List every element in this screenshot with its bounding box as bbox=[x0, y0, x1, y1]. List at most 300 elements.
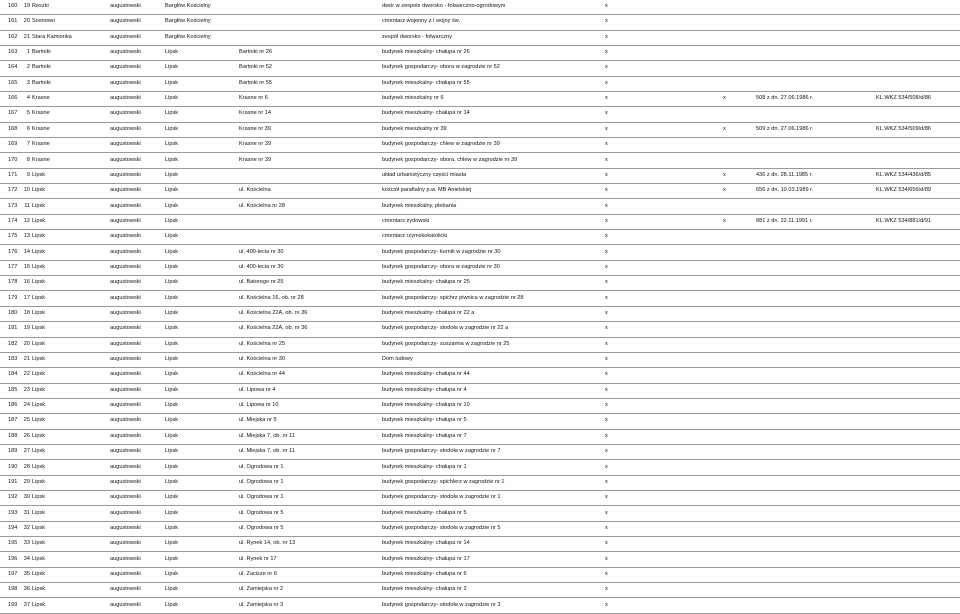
table-row bbox=[0, 215, 960, 230]
county: augustowski bbox=[110, 402, 141, 409]
object-description: budynek mieszkalny- chałupa nr 55 bbox=[382, 79, 470, 86]
register-entry: 881 z dn. 22.11.1991 r. bbox=[756, 217, 813, 224]
register-entry: 436 z dn. 28.11.1985 r. bbox=[756, 171, 813, 178]
table-row bbox=[0, 522, 960, 537]
commune: Lipsk bbox=[165, 463, 179, 470]
record-mark: x bbox=[605, 95, 608, 102]
address: ul. Zamiejska nr 3 bbox=[239, 601, 284, 608]
record-mark: x bbox=[605, 540, 608, 547]
county: augustowski bbox=[110, 171, 141, 178]
row-number: 170 bbox=[8, 156, 18, 163]
commune: Lipsk bbox=[165, 248, 179, 255]
object-description: budynek mieszkalny- chałupa nr 22 a bbox=[382, 310, 475, 316]
commune: Lipsk bbox=[165, 125, 179, 132]
county: augustowski bbox=[110, 524, 141, 531]
register-entry: 656 z dn. 10.03.1989 r. bbox=[756, 187, 814, 194]
record-mark: x bbox=[605, 248, 608, 255]
table-row bbox=[0, 461, 960, 476]
address: Krasne nr 14 bbox=[239, 110, 272, 117]
address: ul. Zamiejska nr 2 bbox=[239, 586, 284, 593]
county: augustowski bbox=[110, 202, 141, 209]
county: augustowski bbox=[110, 79, 141, 86]
county: augustowski bbox=[110, 540, 141, 547]
object-description: budynek mieszkalny- chałupa nr 5 bbox=[382, 509, 467, 516]
register-mark: x bbox=[723, 217, 726, 224]
county: augustowski bbox=[110, 601, 141, 608]
locality: Lipsk bbox=[32, 524, 46, 531]
row-number: 162 bbox=[8, 33, 18, 40]
county: augustowski bbox=[110, 279, 141, 286]
table-row bbox=[0, 92, 960, 107]
address: ul. Ogrodowa nr 1 bbox=[239, 478, 284, 485]
commune: Bargłów Kościelny bbox=[165, 3, 211, 9]
locality: Lipsk bbox=[32, 432, 46, 439]
municipality-number: 2 bbox=[26, 64, 30, 71]
municipality-number: 26 bbox=[23, 432, 30, 439]
municipality-number: 35 bbox=[23, 570, 30, 577]
municipality-number: 4 bbox=[26, 95, 30, 102]
municipality-number: 30 bbox=[23, 494, 30, 501]
table-row bbox=[0, 276, 960, 291]
table-row bbox=[0, 169, 960, 184]
address: ul. Kościelna nr 30 bbox=[239, 356, 286, 363]
locality: Krasne bbox=[32, 141, 50, 148]
record-mark: x bbox=[605, 125, 608, 132]
register-mark: x bbox=[723, 187, 726, 194]
table-row bbox=[0, 599, 960, 614]
address: ul. Kościelna bbox=[239, 187, 271, 194]
object-description: budynek mieszkalny- chałupa nr 25 bbox=[382, 279, 470, 286]
table-row bbox=[0, 0, 960, 15]
commune: Lipsk bbox=[165, 49, 179, 56]
register-mark: x bbox=[723, 125, 726, 132]
record-mark: x bbox=[605, 156, 608, 163]
object-description: budynek gospodarczy- obora w zagrodzie nr 52 bbox=[382, 64, 500, 71]
commune: Lipsk bbox=[165, 217, 179, 224]
municipality-number: 14 bbox=[23, 248, 30, 255]
address: ul. Rynek 14, ob. nr 13 bbox=[239, 540, 296, 547]
locality: Lipsk bbox=[32, 263, 46, 270]
table-row bbox=[0, 476, 960, 491]
commune: Lipsk bbox=[165, 110, 179, 117]
table-row bbox=[0, 200, 960, 215]
record-mark: x bbox=[605, 202, 608, 209]
commune: Lipsk bbox=[165, 263, 179, 270]
row-number: 160 bbox=[8, 3, 18, 9]
row-number: 193 bbox=[8, 509, 18, 516]
address: ul. Miejska nr 5 bbox=[239, 417, 277, 424]
commune: Lipsk bbox=[165, 279, 179, 286]
locality: Bartniki bbox=[32, 49, 51, 56]
commune: Lipsk bbox=[165, 64, 179, 71]
row-number: 199 bbox=[8, 601, 18, 608]
object-description: budynek gospodarczy- spichrz piwnica w zagrodzie nr 28 bbox=[382, 294, 524, 301]
table-row bbox=[0, 537, 960, 552]
commune: Lipsk bbox=[165, 540, 179, 547]
address: Krasne nr 6 bbox=[239, 95, 268, 102]
table-row bbox=[0, 184, 960, 199]
record-mark: x bbox=[605, 33, 608, 40]
municipality-number: 33 bbox=[23, 540, 30, 547]
file-reference: KL.WKZ 534/656/d/89 bbox=[876, 187, 932, 194]
address: Krasne nr 39 bbox=[239, 156, 272, 163]
county: augustowski bbox=[110, 570, 141, 577]
municipality-number: 16 bbox=[23, 279, 30, 286]
commune: Lipsk bbox=[165, 95, 179, 102]
row-number: 180 bbox=[8, 310, 18, 316]
row-number: 178 bbox=[8, 279, 18, 286]
row-number: 163 bbox=[8, 49, 18, 56]
commune: Lipsk bbox=[165, 141, 179, 148]
municipality-number: 17 bbox=[23, 294, 30, 301]
county: augustowski bbox=[110, 386, 141, 393]
row-number: 187 bbox=[8, 417, 18, 424]
record-mark: x bbox=[605, 171, 608, 178]
county: augustowski bbox=[110, 233, 141, 240]
object-description: kościół parafialny p.w. MB Anielskiej bbox=[382, 187, 472, 194]
object-description: budynek gospodarczy- suszarnia w zagrodzie nr 25 bbox=[382, 340, 510, 347]
row-number: 173 bbox=[8, 202, 18, 209]
locality: Lipsk bbox=[32, 325, 46, 332]
address: ul. Miejska 7, ob. nr 11 bbox=[239, 448, 295, 455]
commune: Lipsk bbox=[165, 325, 179, 332]
table-row bbox=[0, 553, 960, 568]
address: ul. Kościelna 22A, ob. nr 36 bbox=[239, 310, 308, 316]
commune: Bargłów Kościelny bbox=[165, 33, 211, 40]
table-row bbox=[0, 261, 960, 276]
row-number: 194 bbox=[8, 524, 18, 531]
record-mark: x bbox=[605, 79, 608, 86]
commune: Lipsk bbox=[165, 509, 179, 516]
row-number: 169 bbox=[8, 141, 18, 148]
record-mark: x bbox=[605, 417, 608, 424]
locality: Lipsk bbox=[32, 356, 46, 363]
municipality-number: 19 bbox=[23, 325, 30, 332]
address: Bartniki nr 55 bbox=[239, 79, 272, 86]
file-reference: KL.WKZ 534/881/d/91 bbox=[876, 217, 932, 224]
row-number: 197 bbox=[8, 570, 18, 577]
municipality-number: 15 bbox=[23, 263, 30, 270]
table-row bbox=[0, 77, 960, 92]
address: Krasne nr 39 bbox=[239, 141, 272, 148]
county: augustowski bbox=[110, 141, 141, 148]
table-row bbox=[0, 445, 960, 460]
register-mark: x bbox=[723, 171, 726, 178]
commune: Lipsk bbox=[165, 494, 179, 501]
county: augustowski bbox=[110, 217, 141, 224]
register-entry: 508 z dn. 27.06.1986 r. bbox=[756, 95, 814, 102]
object-description: Dom ludowy bbox=[382, 356, 413, 363]
address: ul. Ogrodowa nr 1 bbox=[239, 494, 284, 501]
commune: Lipsk bbox=[165, 478, 179, 485]
locality: Lipsk bbox=[32, 340, 46, 347]
commune: Lipsk bbox=[165, 432, 179, 439]
table-row bbox=[0, 399, 960, 414]
address: ul. Zacisze nr 6 bbox=[239, 570, 277, 577]
row-number: 190 bbox=[8, 463, 18, 470]
locality: Lipsk bbox=[32, 478, 46, 485]
object-description: budynek gospodarczy- stodoła w zagrodzie nr 1 bbox=[382, 494, 501, 501]
register-mark: x bbox=[723, 95, 726, 102]
table-row bbox=[0, 568, 960, 583]
table-row bbox=[0, 491, 960, 506]
municipality-number: 13 bbox=[23, 233, 30, 240]
municipality-number: 23 bbox=[23, 386, 30, 393]
object-description: budynek mieszkalny- chałupa nr 14 bbox=[382, 110, 470, 117]
record-mark: x bbox=[605, 601, 608, 608]
object-description: budynek mieszkalny- chałupa nr 6 bbox=[382, 570, 467, 577]
record-mark: x bbox=[605, 386, 608, 393]
commune: Lipsk bbox=[165, 202, 179, 209]
address: ul. Kościelna nr 28 bbox=[239, 202, 286, 209]
file-reference: KL.WKZ 534/509/d/86 bbox=[876, 125, 932, 132]
object-description: cmentarz rzymskokatolicki bbox=[382, 233, 448, 240]
table-row bbox=[0, 61, 960, 76]
row-number: 188 bbox=[8, 432, 18, 439]
locality: Lipsk bbox=[32, 386, 46, 393]
record-mark: x bbox=[605, 3, 608, 9]
record-mark: x bbox=[605, 294, 608, 301]
record-mark: x bbox=[605, 141, 608, 148]
table-row bbox=[0, 384, 960, 399]
row-number: 183 bbox=[8, 356, 18, 363]
locality: Bartniki bbox=[32, 64, 51, 71]
address: ul. Ogrodowa nr 5 bbox=[239, 509, 284, 516]
record-mark: x bbox=[605, 340, 608, 347]
locality: Lipsk bbox=[32, 570, 46, 577]
row-number: 166 bbox=[8, 95, 18, 102]
register-entry: 509 z dn. 27.06.1986 r. bbox=[756, 125, 814, 132]
table-row bbox=[0, 230, 960, 245]
row-number: 177 bbox=[8, 263, 18, 270]
county: augustowski bbox=[110, 187, 141, 194]
commune: Lipsk bbox=[165, 310, 179, 316]
record-mark: x bbox=[605, 310, 608, 316]
row-number: 167 bbox=[8, 110, 18, 117]
address: Bartniki nr 52 bbox=[239, 64, 272, 71]
row-number: 196 bbox=[8, 555, 18, 562]
commune: Lipsk bbox=[165, 402, 179, 409]
object-description: budynek mieszkalny- chałupa nr 14 bbox=[382, 540, 470, 547]
municipality-number: 31 bbox=[23, 509, 30, 516]
object-description: budynek mieszkalny- chałupa nr 2 bbox=[382, 586, 467, 593]
locality: Krasne bbox=[32, 156, 50, 163]
table-row bbox=[0, 507, 960, 522]
municipality-number: 34 bbox=[23, 555, 30, 562]
object-description: budynek gospodarczy- stodoła w zagrodzie nr 22 a bbox=[382, 325, 509, 332]
locality: Lipsk bbox=[32, 217, 46, 224]
locality: Lipsk bbox=[32, 601, 46, 608]
object-description: budynek mieszkalny- chałupa nr 5 bbox=[382, 417, 467, 424]
object-description: budynek gospodarczy- stodoła w zagrodzie nr 7 bbox=[382, 448, 501, 455]
municipality-number: 8 bbox=[26, 156, 30, 163]
municipality-number: 37 bbox=[23, 601, 30, 608]
county: augustowski bbox=[110, 263, 141, 270]
municipality-number: 18 bbox=[23, 310, 30, 316]
address: Krasne nr 39 bbox=[239, 125, 272, 132]
county: augustowski bbox=[110, 294, 141, 301]
object-description: budynek gospodarczy- kurnik w zagrodzie nr 30 bbox=[382, 248, 501, 255]
record-mark: x bbox=[605, 263, 608, 270]
row-number: 179 bbox=[8, 294, 18, 301]
county: augustowski bbox=[110, 3, 141, 9]
locality: Krasne bbox=[32, 110, 50, 117]
object-description: dwór w zespole dworsko - folwarczno-ogrodowym bbox=[382, 3, 506, 9]
record-mark: x bbox=[605, 570, 608, 577]
commune: Lipsk bbox=[165, 555, 179, 562]
locality: Sosnowo bbox=[32, 18, 56, 25]
address: ul. Rynek nr 17 bbox=[239, 555, 277, 562]
row-number: 164 bbox=[8, 64, 18, 71]
row-number: 182 bbox=[8, 340, 18, 347]
table-row bbox=[0, 15, 960, 30]
record-mark: x bbox=[605, 509, 608, 516]
county: augustowski bbox=[110, 340, 141, 347]
record-mark: x bbox=[605, 217, 608, 224]
municipality-number: 32 bbox=[23, 524, 30, 531]
object-description: budynek gospodarczy- chlew w zagrodzie nr 39 bbox=[382, 141, 500, 148]
locality: Lipsk bbox=[32, 540, 46, 547]
record-mark: x bbox=[605, 356, 608, 363]
municipality-number: 22 bbox=[23, 371, 30, 378]
locality: Bartniki bbox=[32, 79, 51, 86]
address: ul. Kościelna 22A, ob. nr 36 bbox=[239, 325, 308, 332]
row-number: 184 bbox=[8, 371, 18, 378]
county: augustowski bbox=[110, 310, 141, 316]
municipality-number: 21 bbox=[23, 356, 30, 363]
locality: Lipsk bbox=[32, 248, 46, 255]
table-row bbox=[0, 123, 960, 138]
record-mark: x bbox=[605, 524, 608, 531]
address: ul. Kościelna 16, ob. nr 28 bbox=[239, 294, 304, 301]
object-description: budynek gospodarczy- stodoła w zagrodzie nr 5 bbox=[382, 524, 501, 531]
municipality-number: 1 bbox=[26, 49, 30, 56]
county: augustowski bbox=[110, 356, 141, 363]
file-reference: KL.WKZ 534/508/d/86 bbox=[876, 95, 932, 102]
row-number: 191 bbox=[8, 478, 18, 485]
record-mark: x bbox=[605, 555, 608, 562]
row-number: 171 bbox=[8, 171, 18, 178]
commune: Lipsk bbox=[165, 187, 179, 194]
county: augustowski bbox=[110, 463, 141, 470]
record-mark: x bbox=[605, 279, 608, 286]
object-description: budynek mieszkalny nr 39 bbox=[382, 125, 447, 132]
municipality-number: 12 bbox=[23, 217, 30, 224]
locality: Lipsk bbox=[32, 417, 46, 424]
row-number: 168 bbox=[8, 125, 18, 132]
address: ul. 400-lecia nr 30 bbox=[239, 248, 284, 255]
record-mark: x bbox=[605, 110, 608, 117]
locality: Lipsk bbox=[32, 555, 46, 562]
row-number: 176 bbox=[8, 248, 18, 255]
file-reference: KL.WKZ 534/436/d/85 bbox=[876, 171, 932, 178]
commune: Lipsk bbox=[165, 601, 179, 608]
address: ul. Ogrodowa nr 1 bbox=[239, 463, 284, 470]
locality: Lipsk bbox=[32, 279, 46, 286]
table-row bbox=[0, 368, 960, 383]
county: augustowski bbox=[110, 64, 141, 71]
address: ul. Ogrodowa nr 5 bbox=[239, 524, 284, 531]
locality: Lipsk bbox=[32, 448, 46, 455]
row-number: 198 bbox=[8, 586, 18, 593]
row-number: 185 bbox=[8, 386, 18, 393]
commune: Lipsk bbox=[165, 448, 179, 455]
commune: Lipsk bbox=[165, 524, 179, 531]
table-row bbox=[0, 292, 960, 307]
row-number: 189 bbox=[8, 448, 18, 455]
county: augustowski bbox=[110, 125, 141, 132]
row-number: 195 bbox=[8, 540, 18, 547]
table-row bbox=[0, 246, 960, 261]
object-description: budynek gospodarczy- spichlerz w zagrodzie nr 1 bbox=[382, 478, 505, 485]
table-row bbox=[0, 430, 960, 445]
address: ul. 400-lecia nr 30 bbox=[239, 263, 284, 270]
county: augustowski bbox=[110, 110, 141, 117]
municipality-number: 6 bbox=[26, 125, 30, 132]
address: ul. Lipowa nr 4 bbox=[239, 386, 276, 393]
table-row bbox=[0, 414, 960, 429]
locality: Lipsk bbox=[32, 294, 46, 301]
municipality-number: 7 bbox=[26, 141, 30, 148]
county: augustowski bbox=[110, 248, 141, 255]
municipality-number: 11 bbox=[24, 202, 30, 209]
county: augustowski bbox=[110, 509, 141, 516]
object-description: budynek mieszkalny nr 6 bbox=[382, 95, 444, 102]
county: augustowski bbox=[110, 18, 141, 25]
locality: Krasne bbox=[32, 125, 50, 132]
county: augustowski bbox=[110, 478, 141, 485]
locality: Lipsk bbox=[32, 494, 46, 501]
record-mark: x bbox=[605, 402, 608, 409]
municipality-number: 19 bbox=[23, 3, 30, 9]
record-mark: x bbox=[605, 49, 608, 56]
county: augustowski bbox=[110, 494, 141, 501]
object-description: budynek mieszkalny, plebania bbox=[382, 202, 457, 209]
locality: Stara Kamionka bbox=[32, 33, 72, 40]
row-number: 175 bbox=[8, 233, 18, 240]
commune: Lipsk bbox=[165, 356, 179, 363]
county: augustowski bbox=[110, 586, 141, 593]
record-mark: x bbox=[605, 325, 608, 332]
municipality-number: 24 bbox=[23, 402, 30, 409]
address: ul. Kościelna nr 44 bbox=[239, 371, 286, 378]
address: ul. Lipowa nr 10 bbox=[239, 402, 279, 409]
object-description: budynek gospodarczy- obora, chlew w zagrodzie nr 39 bbox=[382, 156, 518, 163]
municipality-number: 36 bbox=[23, 586, 30, 593]
row-number: 192 bbox=[8, 494, 18, 501]
row-number: 172 bbox=[8, 187, 18, 194]
commune: Lipsk bbox=[165, 171, 179, 178]
locality: Lipsk bbox=[32, 187, 46, 194]
municipality-number: 25 bbox=[23, 417, 30, 424]
locality: Lipsk bbox=[32, 371, 46, 378]
object-description: budynek mieszkalny- chałupa nr 1 bbox=[382, 463, 467, 470]
locality: Reszki bbox=[32, 3, 49, 9]
county: augustowski bbox=[110, 95, 141, 102]
table-row bbox=[0, 353, 960, 368]
record-mark: x bbox=[605, 463, 608, 470]
table-row bbox=[0, 338, 960, 353]
row-number: 161 bbox=[8, 18, 18, 25]
address: ul. Batorego nr 25 bbox=[239, 279, 284, 286]
object-description: budynek mieszkalny- chałupa nr 44 bbox=[382, 371, 470, 378]
address: Bartniki nr 26 bbox=[239, 49, 272, 56]
municipality-number: 20 bbox=[23, 340, 30, 347]
object-description: budynek mieszkalny- chałupa nr 10 bbox=[382, 402, 470, 409]
locality: Lipsk bbox=[32, 463, 46, 470]
locality: Lipsk bbox=[32, 310, 46, 316]
county: augustowski bbox=[110, 448, 141, 455]
